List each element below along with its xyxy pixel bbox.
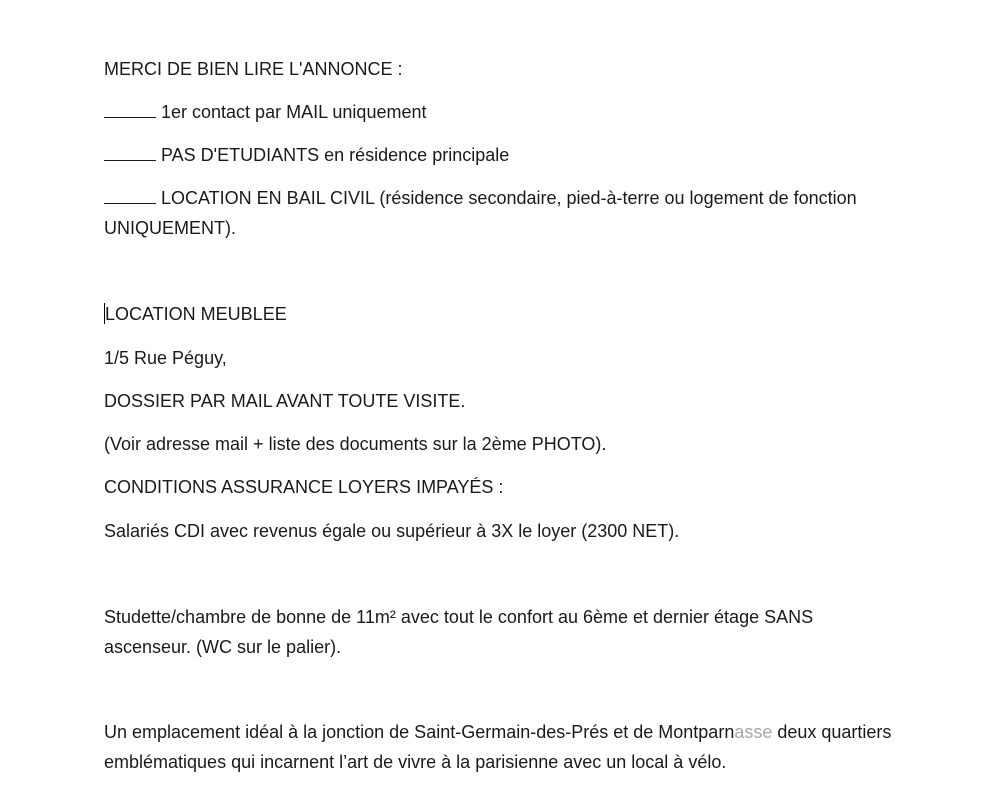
- conditions-text: Salariés CDI avec revenus égale ou supérieur à 3X le loyer (2300 NET).: [104, 521, 680, 541]
- checklist-item: 1er contact par MAIL uniquement: [104, 97, 894, 127]
- dossier-line: DOSSIER PAR MAIL AVANT TOUTE VISITE.: [104, 391, 466, 411]
- checkbox-blank: [104, 187, 156, 204]
- voir-line: (Voir adresse mail + liste des documents sur la 2ème PHOTO).: [104, 434, 607, 454]
- listing-title: LOCATION MEUBLEE: [105, 304, 287, 324]
- checkbox-blank: [104, 101, 156, 118]
- address-line: 1/5 Rue Péguy,: [104, 348, 227, 368]
- location-paragraph: Un emplacement idéal à la jonction de Saint-Germain-des-Prés et de Montparnasse deux quartiers emblématiques qui incarnent l’art de vivre à la parisienne avec un local à vélo.: [104, 722, 892, 772]
- conditions-heading: CONDITIONS ASSURANCE LOYERS IMPAYÉS :: [104, 477, 504, 497]
- checklist-item: LOCATION EN BAIL CIVIL (résidence secondaire, pied-à-terre ou logement de fonction UNIQUEMENT).: [104, 188, 857, 238]
- checkbox-blank: [104, 144, 156, 161]
- header-notice: MERCI DE BIEN LIRE L'ANNONCE :: [104, 59, 403, 79]
- checklist-item: PAS D'ETUDIANTS en résidence principale: [104, 140, 894, 170]
- description-paragraph: Studette/chambre de bonne de 11m² avec tout le confort au 6ème et dernier étage SANS ascenseur. (WC sur le palier).: [104, 607, 814, 657]
